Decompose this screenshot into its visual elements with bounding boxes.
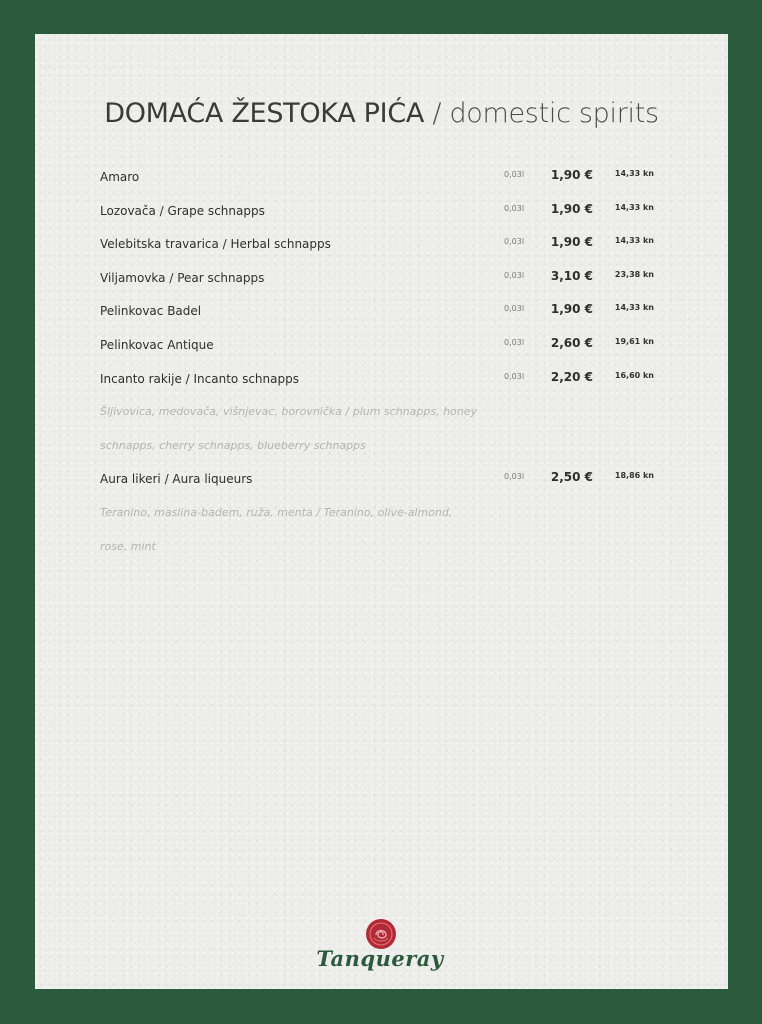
item-volume: 0,03l — [504, 304, 525, 313]
item-price-eur: 3,10 € — [550, 269, 593, 283]
item-volume: 0,03l — [504, 271, 525, 280]
menu-item — [35, 336, 728, 358]
item-volume: 0,03l — [504, 204, 525, 213]
item-price-eur: 2,20 € — [550, 370, 593, 384]
menu-item — [35, 269, 728, 291]
menu-item — [35, 370, 728, 392]
brand-logo — [310, 918, 450, 980]
item-name: Pelinkovac Antique — [100, 338, 214, 352]
item-name: Aura likeri / Aura liqueurs — [100, 472, 253, 486]
item-name: Lozovača / Grape schnapps — [100, 204, 265, 218]
menu-page — [35, 34, 728, 989]
item-price-kn: 14,33 kn — [614, 236, 654, 245]
item-price-kn: 14,33 kn — [614, 169, 654, 178]
item-price-eur: 2,60 € — [550, 336, 593, 350]
item-description: schnapps, cherry schnapps, blueberry schnapps — [100, 439, 366, 452]
item-name: Velebitska travarica / Herbal schnapps — [100, 237, 331, 251]
item-volume: 0,03l — [504, 372, 525, 381]
item-description: rose, mint — [100, 540, 156, 553]
item-price-kn: 23,38 kn — [614, 270, 654, 279]
item-volume: 0,03l — [504, 338, 525, 347]
item-price-kn: 14,33 kn — [614, 203, 654, 212]
menu-item — [35, 202, 728, 224]
item-price-kn: 19,61 kn — [614, 337, 654, 346]
item-name: Viljamovka / Pear schnapps — [100, 271, 265, 285]
item-price-eur: 1,90 € — [550, 168, 593, 182]
menu-item — [35, 168, 728, 190]
item-volume: 0,03l — [504, 170, 525, 179]
item-name: Pelinkovac Badel — [100, 304, 202, 318]
item-price-eur: 1,90 € — [550, 202, 593, 216]
item-name: Incanto rakije / Incanto schnapps — [100, 372, 299, 386]
page-title — [35, 98, 728, 129]
item-price-eur: 1,90 € — [550, 302, 593, 316]
menu-item — [35, 235, 728, 257]
title-croatian: DOMAĆA ŽESTOKA PIĆA — [104, 98, 425, 129]
item-volume: 0,03l — [504, 472, 525, 481]
item-description: Teranino, maslina-badem, ruža, menta / Teranino, olive-almond, — [100, 506, 453, 519]
item-price-kn: 14,33 kn — [614, 303, 654, 312]
item-volume: 0,03l — [504, 237, 525, 246]
item-price-eur: 1,90 € — [550, 235, 593, 249]
brand-name: Tanqueray — [316, 946, 444, 971]
menu-item — [35, 470, 728, 492]
item-price-eur: 2,50 € — [550, 470, 593, 484]
menu-item — [35, 302, 728, 324]
item-description: Šljivovica, medovača, višnjevac, borovnička / plum schnapps, honey — [100, 405, 478, 418]
item-price-kn: 16,60 kn — [614, 371, 654, 380]
item-price-kn: 18,86 kn — [614, 471, 654, 480]
item-name: Amaro — [100, 170, 140, 184]
title-english: / domestic spirits — [432, 98, 659, 129]
